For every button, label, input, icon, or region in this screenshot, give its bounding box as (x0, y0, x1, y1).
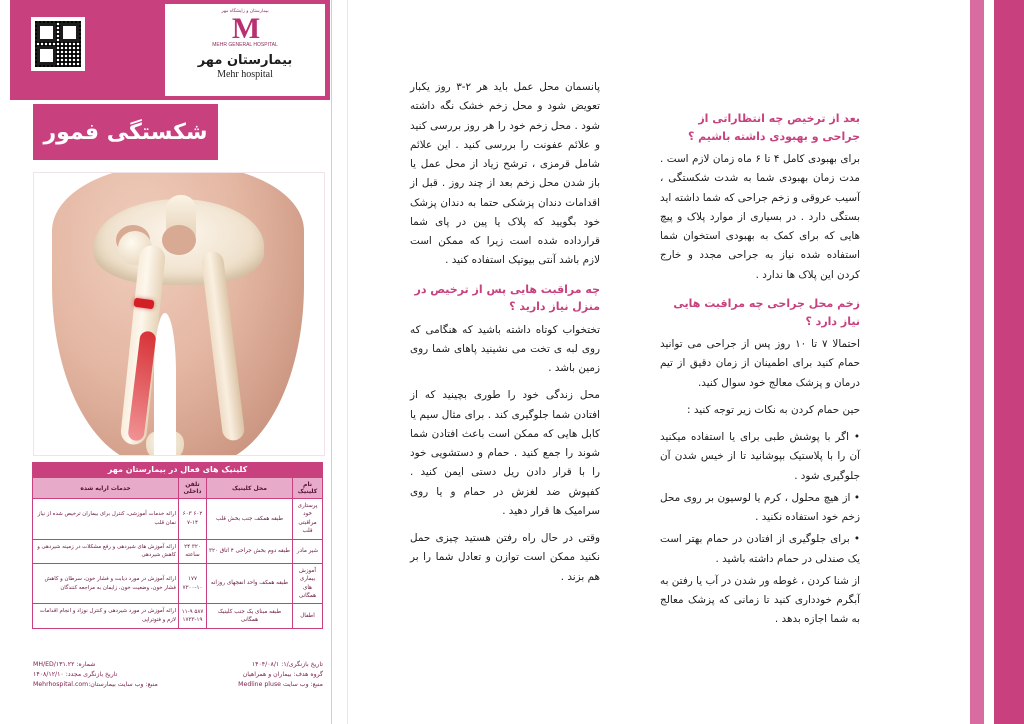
clinics-table-caption: کلینیک های فعال در بیمارستان مهر (32, 462, 323, 477)
footer-row-1 (33, 660, 323, 670)
hospital-logo-block (165, 4, 325, 96)
cell-clinic-name: آموزش بیماری های همگانی (293, 563, 323, 604)
page-edge-gap (984, 0, 994, 724)
logo-top-line: بیمارستان و زایشگاه مهر (221, 8, 269, 13)
right-paragraph-3: حین حمام کردن به نکات زیر توجه کنید : (687, 403, 860, 416)
cell-clinic-services: ارائه خدمات آموزشی، کنترل برای بیماران ترخیص شده از نیاز نمان قلب (32, 499, 178, 540)
cell-clinic-services: ارائه آموزش در مورد دیابت و فشار خون، سرطان و کاهش فشار خون، وضعیت خون، زایمان به مراجعه کنندگان (32, 563, 178, 604)
footer-row-3 (33, 680, 323, 690)
list-item: • از هیچ محلول ، کرم یا لوسیون بر روی محل زخم خود استفاده نکنید . (660, 489, 860, 528)
col-header-place: محل کلینیک (206, 478, 292, 499)
qr-code-icon (32, 18, 84, 70)
cell-clinic-ext: ۱۷۷ ۷۳۰۰-۱۰ (178, 563, 206, 604)
col-header-services: خدمات ارایه شده (32, 478, 178, 499)
footer-next-revision: تاریخ بازنگری مجدد: ۱۴۰۸/۱۲/۱۰ (33, 671, 118, 679)
right-text-column (660, 100, 860, 700)
page-left-margin (0, 0, 10, 724)
footer-row-2 (33, 670, 323, 680)
pelvis-foramen-right (162, 225, 196, 255)
footer-target-group: گروه هدف: بیماران و همراهیان (242, 671, 323, 679)
cell-clinic-place: طبقه دوم بخش جراحی ۴ اتاق ۳۲۰ (206, 539, 292, 563)
cell-clinic-services: ارائه آموزش در مورد شیردهی و کنترل نوزاد و انجام اقدامات لازم و فتوتراپی (32, 604, 178, 628)
cell-clinic-name: اطفال (293, 604, 323, 628)
middle-text-column (410, 78, 600, 698)
middle-paragraph-2: تختخواب کوتاه داشته باشید که هنگامی که روی لبه ی تخت می نشینید پاهای شما روی زمین باشد . (410, 323, 600, 375)
logo-subtitle: MEHR GENERAL HOSPITAL (212, 42, 278, 48)
right-question-heading-2: زخم محل جراحی چه مراقبت هایی نیاز دارد ؟ (673, 296, 860, 328)
middle-question-heading-1: چه مراقبت هایی پس از ترخیص در منزل نیاز دارید ؟ (414, 282, 600, 314)
cell-clinic-place: طبقه همکف واحد انفجهای روزانه (206, 563, 292, 604)
clinics-table-wrapper (33, 462, 323, 629)
qr-corner-icon (37, 46, 56, 65)
right-paragraph-4: از شنا کردن ، غوطه ور شدن در آب یا رفتن به آبگرم خودداری کنید تا زمانی که پزشک معالج به شما اجازه بدهد . (660, 574, 860, 626)
cell-clinic-ext: ۶۰۲ ۶۰۳ ۷-۱۴ (178, 499, 206, 540)
page-edge-band-outer (994, 0, 1024, 724)
middle-paragraph-4: وقتی در حال راه رفتن هستید چیزی حمل نکنید ممکن است توازن و تعادل شما را بر هم بزند . (410, 532, 600, 583)
table-header-row (32, 478, 322, 499)
logo-mark-icon: M (231, 12, 259, 45)
list-item: • برای جلوگیری از افتادن در حمام بهتر است یک صندلی در حمام داشته باشید . (660, 530, 860, 569)
footer-source-medline: منبع: وب سایت Medline pluse (238, 681, 323, 689)
hospital-name-en: Mehr hospital (217, 69, 273, 80)
clinics-table (32, 462, 323, 629)
table-row (32, 604, 322, 628)
middle-paragraph-3: محل زندگی خود را طوری بچینید که از افتادن شما جلوگیری کند . برای مثال سیم یا کابل هایی که ممکن است باعث افتادن شما شوند را جمع کنید . حمام و دستشویی خود را با قرار دادن ریل دستی ایمن کنید . کفپوش ضد لغزش در حمام و یا روی سرامیک ها قرار دهید . (410, 389, 600, 517)
footer-source-website: منبع: وب سایت بیمارستان:Mehrhospital.com (33, 681, 158, 689)
cover-panel (10, 0, 330, 724)
cell-clinic-place: طبقه همکف جنب بخش قلب (206, 499, 292, 540)
table-row (32, 563, 322, 604)
fold-line-2 (347, 0, 348, 724)
col-header-ext: تلفن داخلی (178, 478, 206, 499)
right-question-heading-1: بعد از ترخیص چه انتظاراتی از جراحی و بهبودی داشته باشیم ؟ (687, 112, 860, 143)
cell-clinic-services: ارائه آموزش های شیردهی و رفع مشکلات در زمینه شیردهی و کاهش شیردهی (32, 539, 178, 563)
col-header-name: نام کلینیک (293, 478, 323, 499)
table-row (32, 539, 322, 563)
footer-doc-number: شماره: MH/ED/۱۳۱.۲۲ (33, 661, 96, 668)
middle-paragraph-1: پانسمان محل عمل باید هر ۲-۳ روز یکبار تعویض شود و محل زخم خشک نگه داشته شود . محل زخم خود را هر روز بررسی کنید و علائم عفونت را بررسی کنید . این علائم شامل قرمزی ، ترشح زیاد از محل عمل یا باز شدن محل زخم بعد از چند روز . قبل از اقدامات دندان پزشکی حتما به دندان پزشک خود بگویید که پلاک یا پین در پای شما قرارداده شده است زیرا که ممکن است لازم باشد آنتی بیوتیک استفاده کنید . (410, 81, 600, 267)
femur-fracture-illustration (33, 172, 325, 456)
page-title (33, 104, 218, 160)
cell-clinic-name: پرستاری خود مراقبتی قلب (293, 499, 323, 540)
right-paragraph-2: احتمالا ۷ تا ۱۰ روز پس از جراحی می توانید حمام کنید برای اطمینان از زمان دقیق از تیم درمان و پزشک معالج خود سوال کنید. (660, 338, 860, 389)
bath-care-bullet-list (660, 428, 860, 569)
right-paragraph-1: برای بهبودی کامل ۴ تا ۶ ماه زمان لازم است . مدت زمان بهبودی شما به شدت شکستگی ، آسیب عروقی و زخم جراحی که شما داشته اید بستگی دارد . در بسیاری از موارد پلاک و پیچ هایی که برای کمک به بهبودی استخوان شما استفاده شده نیاز به جراحی مجدد و خارج کردن این پلاک ها ندارد . (660, 153, 861, 281)
legs-gap (154, 313, 176, 456)
page-title-text: شکستگی فمور (43, 119, 208, 145)
cell-clinic-name: شیر مادر (293, 539, 323, 563)
cell-clinic-place: طبقه مبنای یک جنب کلینیک همگانی (206, 604, 292, 628)
cell-clinic-ext: ۳۲۰ ۲۴ ساعته (178, 539, 206, 563)
hospital-name-fa: بیمارستان مهر (197, 53, 293, 68)
cell-clinic-ext: ۵۸۷ ۱۱-۹ ۱۷۳۳-۱۹ (178, 604, 206, 628)
document-footer-meta (33, 660, 323, 691)
footer-revision-date: تاریخ بازنگری/۱: ۱۴۰۴/۰۸/۱ (251, 661, 323, 668)
table-row (32, 499, 322, 540)
page-edge-band-inner (970, 0, 984, 724)
list-item: • اگر با پوشش طبی برای یا استفاده میکنید آن را با پلاستیک بپوشانید تا از خیس شدن آن جلوگیری شود . (660, 428, 860, 486)
fold-line-1 (331, 0, 332, 724)
